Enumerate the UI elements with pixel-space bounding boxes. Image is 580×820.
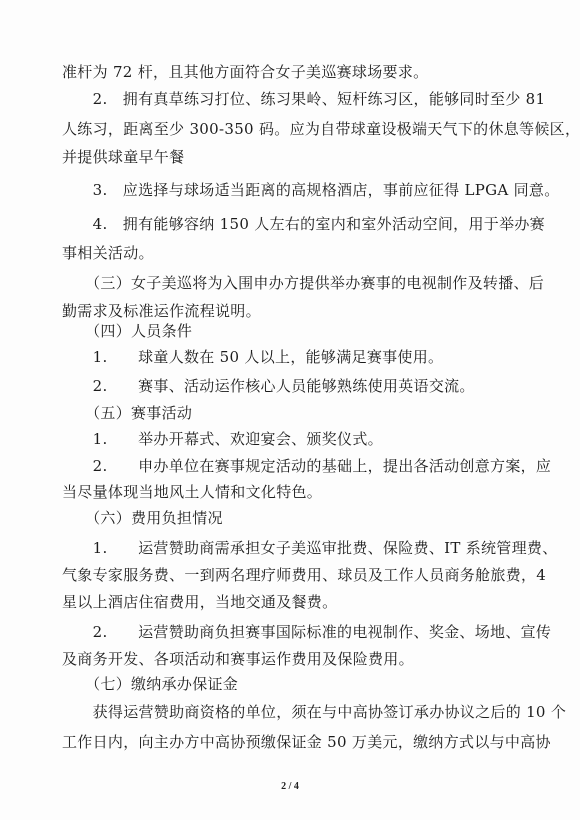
text-line: 1. 运营赞助商需承担女子美巡审批费、保险费、IT 系统管理费、: [62, 539, 558, 557]
text-line: 气象专家服务费、一到两名理疗师费用、球员及工作人员商务舱旅费，4: [62, 566, 547, 584]
page-number: 2 / 4: [281, 781, 299, 792]
text-line: 人练习，距离至少 300-350 码。应为自带球童设极端天气下的休息等候区，: [62, 120, 580, 138]
text-line: 3. 应选择与球场适当距离的高规格酒店，事前应征得 LPGA 同意。: [62, 181, 560, 199]
section-heading: （六）费用负担情况: [62, 509, 223, 527]
text-line: 2. 运营赞助商负担赛事国际标准的电视制作、奖金、场地、宣传: [62, 623, 552, 641]
text-line: 工作日内，向主办方中高协预缴保证金 50 万美元，缴纳方式以与中高协: [62, 733, 551, 751]
text-line: 2. 拥有真草练习打位、练习果岭、短杆练习区，能够同时至少 81: [62, 90, 546, 108]
text-line: 勤需求及标准运作流程说明。: [62, 302, 261, 320]
text-line: 2. 赛事、活动运作核心人员能够熟练使用英语交流。: [62, 377, 475, 395]
section-heading: （七）缴纳承办保证金: [62, 675, 239, 693]
text-line: 1. 球童人数在 50 人以上，能够满足赛事使用。: [62, 348, 444, 366]
section-heading: （五）赛事活动: [62, 404, 193, 422]
text-line: 及商务开发、各项活动和赛事运作费用及保险费用。: [62, 650, 414, 668]
section-heading: （四）人员条件: [62, 322, 193, 340]
text-line: 1. 举办开幕式、欢迎宴会、颁奖仪式。: [62, 430, 383, 448]
text-line: 准杆为 72 杆，且其他方面符合女子美巡赛球场要求。: [62, 63, 429, 81]
text-line: 4. 拥有能够容纳 150 人左右的室内和室外活动空间，用于举办赛: [62, 215, 545, 233]
text-line: （三）女子美巡将为入围申办方提供举办赛事的电视制作及转播、后: [62, 274, 545, 292]
text-line: 事相关活动。: [62, 244, 154, 262]
text-line: 当尽量体现当地风土人情和文化特色。: [62, 483, 323, 501]
text-line: 2. 申办单位在赛事规定活动的基础上，提出各活动创意方案，应: [62, 457, 552, 475]
text-line: 并提供球童早午餐: [62, 148, 185, 166]
text-line: 获得运营赞助商资格的单位，须在与中高协签订承办协议之后的 10 个: [62, 703, 567, 721]
text-line: 星以上酒店住宿费用，当地交通及餐费。: [62, 593, 338, 611]
